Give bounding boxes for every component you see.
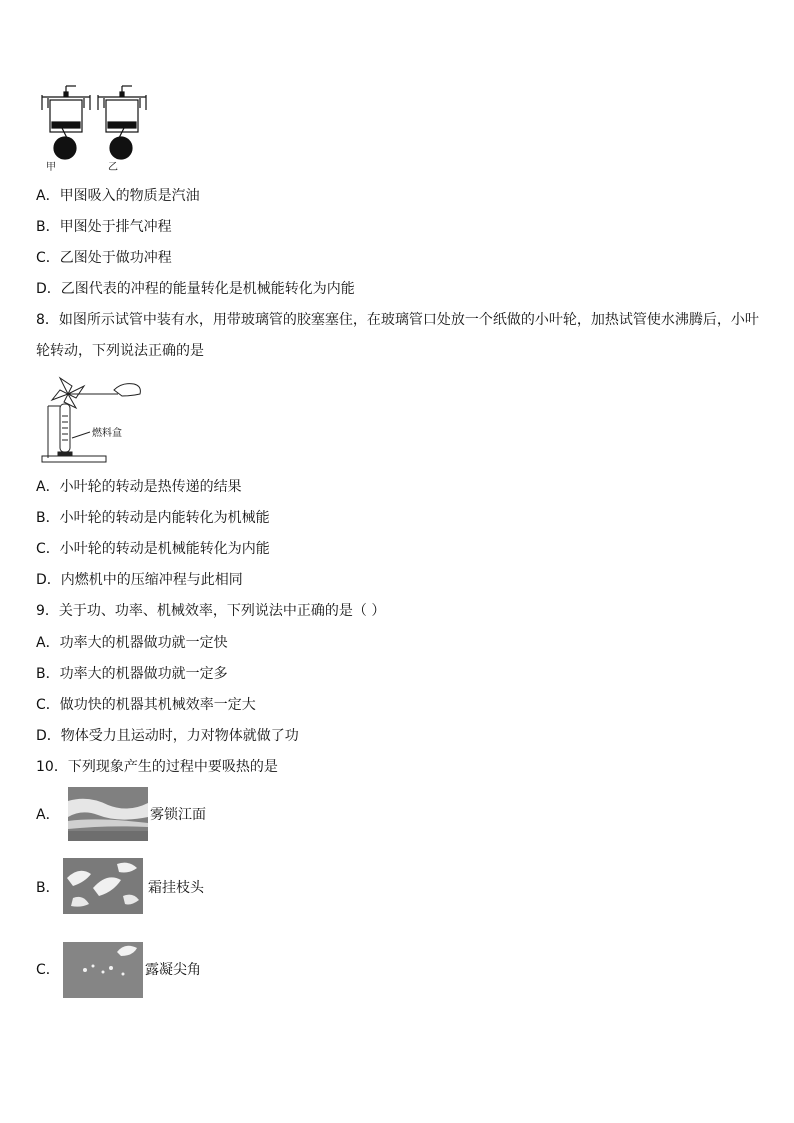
q10-option-b-text: 霜挂枝头 — [148, 880, 204, 896]
q9-option-c: C．做功快的机器其机械效率一定大 — [36, 697, 256, 713]
q8-option-b: B．小叶轮的转动是内能转化为机械能 — [36, 510, 270, 526]
q10-stem: 10．下列现象产生的过程中要吸热的是 — [36, 759, 278, 775]
q9-option-b: B．功率大的机器做功就一定多 — [36, 666, 228, 682]
pinwheel-test-tube-figure — [38, 372, 158, 468]
fog-river-photo — [68, 787, 148, 841]
q8-stem-line2: 轮转动，下列说法正确的是 — [36, 343, 204, 359]
q7-option-b: B．甲图处于排气冲程 — [36, 219, 172, 235]
pinwheel-diagram — [38, 372, 158, 468]
q8-option-a: A．小叶轮的转动是热传递的结果 — [36, 479, 242, 495]
q9-option-a: A．功率大的机器做功就一定快 — [36, 635, 228, 651]
q9-stem: 9．关于功、功率、机械效率，下列说法中正确的是（ ） — [36, 603, 386, 619]
label-yi: 乙 — [108, 162, 118, 173]
q7-option-a: A．甲图吸入的物质是汽油 — [36, 188, 200, 204]
frost-branch-photo — [63, 858, 143, 914]
cylinder-yi — [98, 86, 146, 159]
q8-stem-line1: 8．如图所示试管中装有水，用带玻璃管的胶塞塞住，在玻璃管口处放一个纸做的小叶轮，加热试管使水沸腾后，小叶 — [36, 312, 759, 328]
q10-option-a-label: A． — [36, 807, 60, 823]
engine-stroke-figure — [38, 84, 158, 176]
q7-option-d: D．乙图代表的冲程的能量转化是机械能转化为内能 — [36, 281, 355, 297]
q8-option-c: C．小叶轮的转动是机械能转化为内能 — [36, 541, 270, 557]
fuel-box-label: 燃料盒 — [92, 428, 122, 439]
q10-option-a-text: 雾锁江面 — [150, 807, 206, 823]
label-jia: 甲 — [46, 162, 56, 173]
engine-cylinders-diagram — [38, 84, 158, 176]
q8-option-d: D．内燃机中的压缩冲程与此相同 — [36, 572, 243, 588]
q10-option-c-label: C． — [36, 962, 60, 978]
q9-option-d: D．物体受力且运动时，力对物体就做了功 — [36, 728, 299, 744]
q10-option-c-text: 露凝尖角 — [145, 962, 201, 978]
dew-leaf-photo — [63, 942, 143, 998]
q7-option-c: C．乙图处于做功冲程 — [36, 250, 172, 266]
q10-option-b-label: B． — [36, 880, 60, 896]
cylinder-jia — [42, 86, 90, 159]
